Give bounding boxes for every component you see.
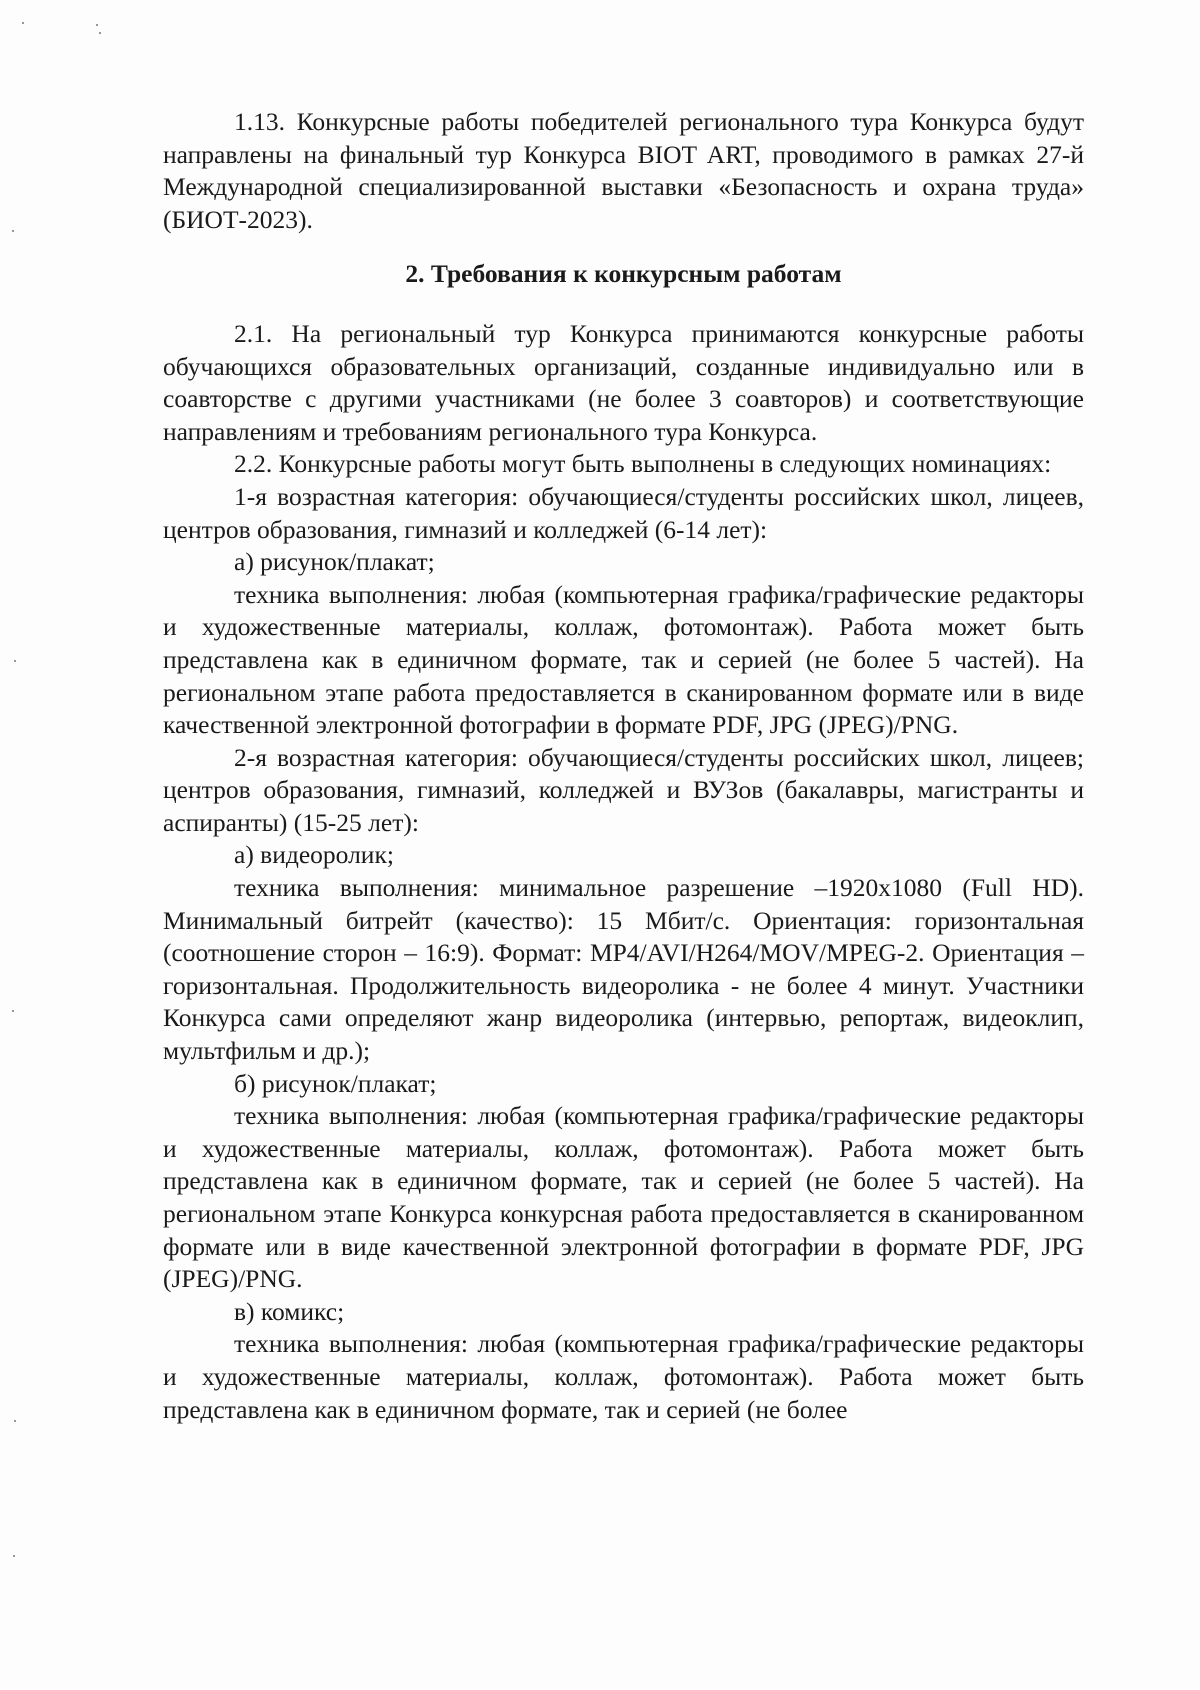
- age-category-1: 1-я возрастная категория: обучающиеся/студенты российских школ, лицеев, центров образования, гимназий и колледжей (6-14 лет):: [163, 481, 1084, 544]
- category-2-item-b-technique: техника выполнения: любая (компьютерная графика/графические редакторы и художественные материалы, коллаж, фотомонтаж). Работа может быть представлена как в единичном формате, так и серией (не более 5 частей). На региональном этапе Конкурса конкурсная работа предоставляется в сканированном формате или в виде качественной электронной фотографии в формате PDF, JPG (JPEG)/PNG.: [163, 1101, 1084, 1294]
- category-1-item-a-technique: техника выполнения: любая (компьютерная графика/графические редакторы и художественные материалы, коллаж, фотомонтаж). Работа может быть представлена как в единичном формате, так и серией (не более 5 частей). На региональном этапе работа предоставляется в сканированном формате или в виде качественной электронной фотографии в формате PDF, JPG (JPEG)/PNG.: [163, 579, 1084, 740]
- category-2-item-a: а) видеоролик;: [234, 840, 394, 870]
- category-2-item-a-technique: техника выполнения: минимальное разрешение –1920x1080 (Full HD). Минимальный битрейт (качество): 15 Мбит/с. Ориентация: горизонтальная (соотношение сторон – 16:9). Формат: MP4/AVI/H264/MOV/MPEG-2. Ориентация – горизонтальная. Продолжительность видеоролика - не более 4 минут. Участники Конкурса сами определяют жанр видеоролика (интервью, репортаж, видеоклип, мультфильм и др.);: [163, 873, 1084, 1066]
- category-2-item-c-technique: техника выполнения: любая (компьютерная графика/графические редакторы и художественные материалы, коллаж, фотомонтаж). Работа может быть представлена как в единичном формате, так и серией (не более: [163, 1329, 1084, 1424]
- section-heading: 2. Требования к конкурсным работам: [405, 259, 842, 289]
- paragraph-1-13: 1.13. Конкурсные работы победителей регионального тура Конкурса будут направлены на финальный тур Конкурса BIOT ART, проводимого в рамках 27-й Международной специализированной выставки «Безопасность и охрана труда» (БИОТ-2023).: [163, 107, 1084, 234]
- paragraph-2-2: 2.2. Конкурсные работы могут быть выполнены в следующих номинациях:: [234, 449, 1052, 479]
- category-1-item-a: а) рисунок/плакат;: [234, 547, 435, 577]
- paragraph-2-1: 2.1. На региональный тур Конкурса принимаются конкурсные работы обучающихся образовательных организаций, созданные индивидуально или в соавторстве с другими участниками (не более 3 соавторов) и соответствующие направлениям и требованиям регионального тура Конкурса.: [163, 318, 1084, 446]
- document-body: [163, 106, 1084, 1426]
- age-category-2: 2-я возрастная категория: обучающиеся/студенты российских школ, лицеев; центров образования, гимназий, колледжей и ВУЗов (бакалавры, магистранты и аспиранты) (15-25 лет):: [163, 742, 1084, 837]
- category-2-item-c: в) комикс;: [234, 1296, 345, 1326]
- category-2-item-b: б) рисунок/плакат;: [234, 1068, 437, 1098]
